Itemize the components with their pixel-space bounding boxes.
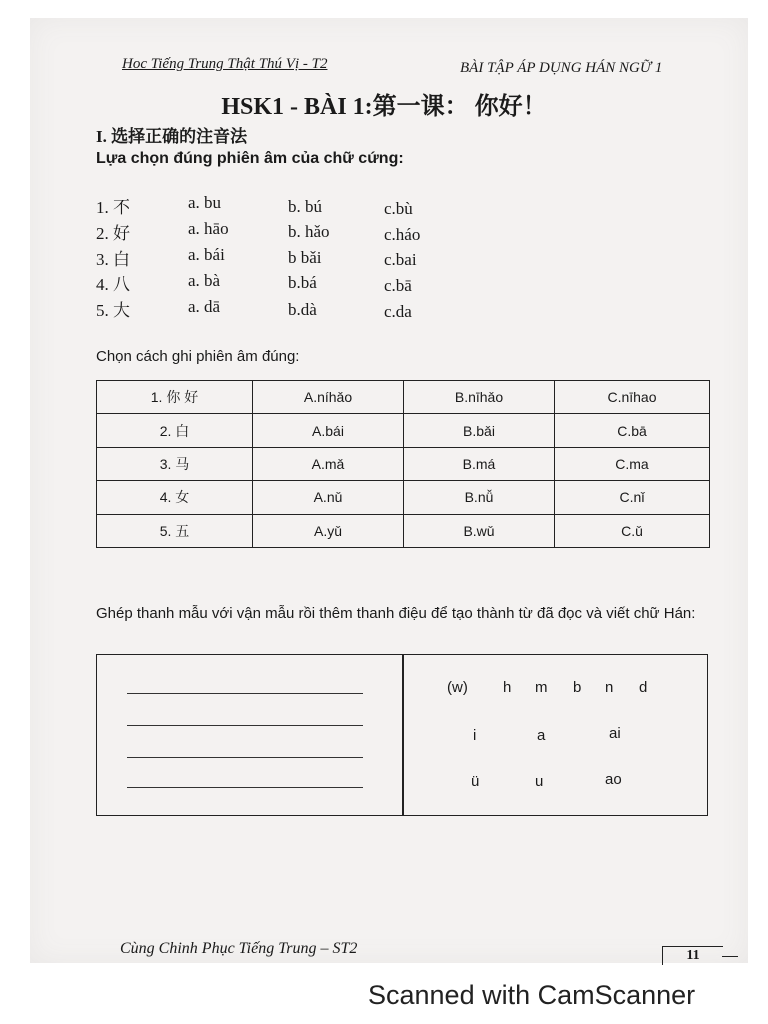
option-c: c.bù: [384, 199, 413, 218]
running-header-left: Hoc Tiếng Trung Thật Thú Vị - T2: [122, 56, 328, 72]
final: ü: [471, 773, 480, 790]
table-cell-option-a: A.bái: [253, 414, 404, 447]
initial: (w): [447, 679, 468, 696]
option-a: a. bà: [188, 271, 221, 290]
initial: n: [605, 679, 614, 696]
final: a: [537, 727, 546, 744]
table-cell-option-c: C.ǔ: [555, 514, 710, 547]
option-c: c.bai: [384, 250, 417, 269]
final: ai: [609, 725, 621, 742]
scanner-watermark: Scanned with CamScanner: [368, 980, 696, 1010]
answer-line[interactable]: [127, 693, 363, 694]
question-number: 1. 不: [96, 198, 130, 217]
option-a: a. bái: [188, 245, 225, 264]
table-cell-option-c: C.ma: [555, 447, 710, 480]
table-row: [97, 414, 710, 447]
table-cell-option-a: A.mǎ: [253, 447, 404, 480]
question-number: 5. 大: [96, 301, 130, 320]
page-number-rule: [722, 956, 738, 957]
section3-instruction: Ghép thanh mẫu với vận mẫu rồi thêm thanh điệu để tạo thành từ đã đọc và viết chữ Hán:: [96, 605, 696, 622]
table-cell-option-a: A.nǔ: [253, 481, 404, 514]
initial: d: [639, 679, 648, 696]
question-number: 4. 八: [96, 275, 130, 294]
matching-box: [96, 654, 708, 816]
question-number: 3. 白: [96, 250, 130, 269]
table-cell-question: 1. 你 好: [97, 381, 253, 414]
page-footer: Cùng Chinh Phục Tiếng Trung – ST2: [120, 940, 358, 957]
table-cell-option-b: B.nǚ: [404, 481, 555, 514]
box-divider: [402, 655, 404, 815]
answer-line[interactable]: [127, 757, 363, 758]
option-a: a. dā: [188, 297, 221, 316]
page-title: HSK1 - BÀI 1:第一课： 你好！: [221, 94, 547, 120]
table-cell-question: 4. 女: [97, 481, 253, 514]
question-number: 2. 好: [96, 224, 130, 243]
pinyin-choice-table: [96, 380, 710, 548]
option-b: b bǎi: [288, 248, 322, 267]
table-cell-option-b: B.nīhǎo: [404, 381, 555, 414]
table-row: [97, 381, 710, 414]
initial: m: [535, 679, 548, 696]
answer-line[interactable]: [127, 787, 363, 788]
table-cell-question: 3. 马: [97, 447, 253, 480]
table-cell-option-c: C.nīhao: [555, 381, 710, 414]
table-cell-option-b: B.wǔ: [404, 514, 555, 547]
table-cell-option-b: B.má: [404, 447, 555, 480]
table-cell-question: 5. 五: [97, 514, 253, 547]
table-cell-option-a: A.yǔ: [253, 514, 404, 547]
page-number: 11: [662, 946, 723, 965]
table-cell-option-c: C.nǐ: [555, 481, 710, 514]
option-b: b.dà: [288, 300, 317, 319]
section1-heading-chinese: I. 选择正确的注音法: [96, 127, 248, 146]
option-b: b. bú: [288, 197, 322, 216]
option-c: c.da: [384, 302, 412, 321]
section2-instruction: Chọn cách ghi phiên âm đúng:: [96, 348, 300, 365]
option-a: a. hāo: [188, 219, 229, 238]
table-cell-option-a: A.níhǎo: [253, 381, 404, 414]
table-row: [97, 514, 710, 547]
final: u: [535, 773, 544, 790]
option-c: c.bā: [384, 276, 412, 295]
initial: h: [503, 679, 512, 696]
table-cell-question: 2. 白: [97, 414, 253, 447]
final: ao: [605, 771, 622, 788]
table-row: [97, 447, 710, 480]
initial: b: [573, 679, 582, 696]
option-a: a. bu: [188, 193, 222, 212]
table-row: [97, 481, 710, 514]
option-b: b.bá: [288, 273, 317, 292]
running-header-right: BÀI TẬP ÁP DỤNG HÁN NGỮ 1: [460, 60, 663, 76]
table-cell-option-c: C.bā: [555, 414, 710, 447]
table-cell-option-b: B.bǎi: [404, 414, 555, 447]
final: i: [473, 727, 477, 744]
section1-heading-vietnamese: Lựa chọn đúng phiên âm của chữ cứng:: [96, 150, 404, 167]
option-c: c.háo: [384, 225, 421, 244]
option-b: b. hǎo: [288, 222, 330, 241]
answer-line[interactable]: [127, 725, 363, 726]
